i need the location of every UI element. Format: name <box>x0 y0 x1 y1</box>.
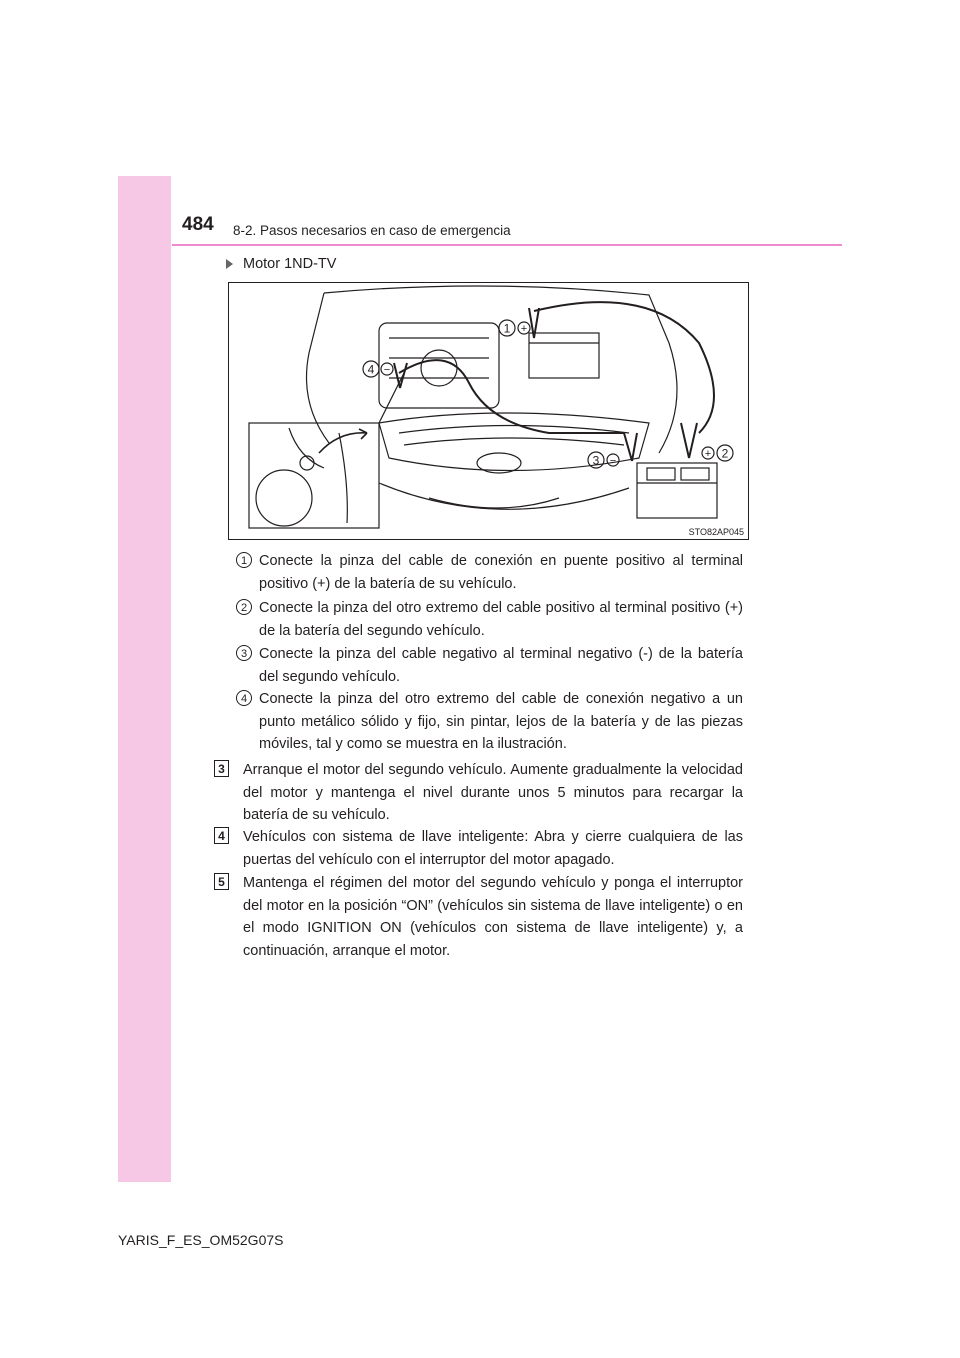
page-header <box>172 213 842 245</box>
engine-subheading <box>226 256 336 272</box>
step-5-text: Mantenga el régimen del motor del segundo vehículo y ponga el interruptor del motor en la posición “ON” (vehículos sin sistema de llave inteligente) o en el modo IGNITION ON (vehículos con sistema de llave inteligente) y, a continuación, arranque el motor. <box>243 875 743 959</box>
step-5-number: 5 <box>214 873 229 890</box>
minus-symbol-3: − <box>609 455 617 467</box>
jump-start-illustration <box>228 282 749 540</box>
sub-step-4-number: 4 <box>236 690 252 706</box>
callout-3: 3 <box>592 453 600 468</box>
sub-step-3-text: Conecte la pinza del cable negativo al terminal negativo (-) de la batería del segundo vehículo. <box>259 646 743 685</box>
footer-document-code: YARIS_F_ES_OM52G07S <box>118 1232 284 1248</box>
callout-2: 2 <box>721 446 729 461</box>
side-tab-band <box>118 176 171 1182</box>
sub-step-2-number: 2 <box>236 599 252 615</box>
plus-symbol-1: + <box>520 323 528 335</box>
step-4-number: 4 <box>214 827 229 844</box>
header-rule <box>172 244 842 246</box>
engine-subheading-label: Motor 1ND-TV <box>243 256 337 272</box>
step-4-text: Vehículos con sistema de llave inteligente: Abra y cierre cualquiera de las puertas del vehículo con el interruptor del motor apagado. <box>243 829 743 868</box>
step-3-text: Arranque el motor del segundo vehículo. Aumente gradualmente la velocidad del motor y mantenga el nivel durante unos 5 minutos para recargar la batería de su vehículo. <box>243 762 743 823</box>
figure-code: STO82AP045 <box>688 527 744 537</box>
sub-step-1-number: 1 <box>236 552 252 568</box>
triangle-bullet-icon <box>226 259 233 269</box>
sub-step-2-text: Conecte la pinza del otro extremo del cable positivo al terminal positivo (+) de la batería del segundo vehículo. <box>259 600 743 639</box>
step-3-number: 3 <box>214 760 229 777</box>
page-number: 484 <box>182 214 214 235</box>
engine-bay-drawing <box>229 283 749 540</box>
section-title: 8-2. Pasos necesarios en caso de emergencia <box>233 223 511 238</box>
sub-step-4-text: Conecte la pinza del otro extremo del cable de conexión negativo a un punto metálico sólido y fijo, sin pintar, lejos de la batería y de las piezas móviles, tal y como se muestra en la ilustración. <box>259 691 743 752</box>
callout-1: 1 <box>503 321 511 336</box>
minus-symbol-4: − <box>383 364 391 376</box>
plus-symbol-2: + <box>704 448 712 460</box>
sub-step-3-number: 3 <box>236 645 252 661</box>
sub-step-1-text: Conecte la pinza del cable de conexión en puente positivo al terminal positivo (+) de la batería de su vehículo. <box>259 553 743 592</box>
callout-4: 4 <box>367 362 375 377</box>
